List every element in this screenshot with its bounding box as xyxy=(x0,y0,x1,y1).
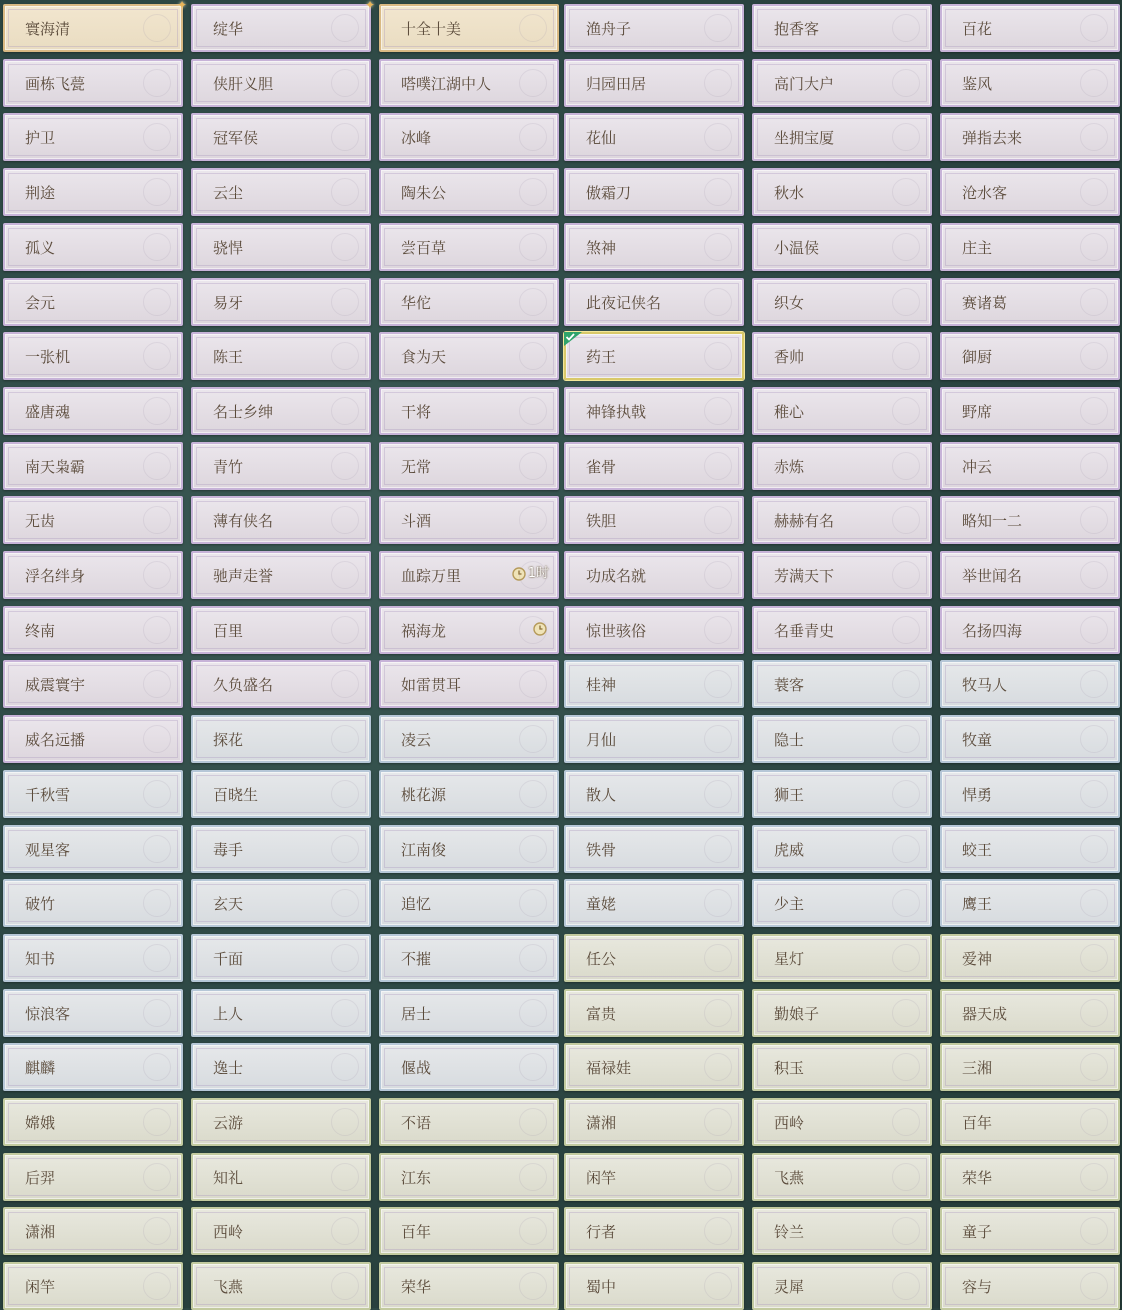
title-tile[interactable] xyxy=(379,1098,559,1146)
title-tile[interactable] xyxy=(191,387,371,435)
title-label: 闲竿 xyxy=(25,1278,56,1296)
title-label: 百年 xyxy=(962,1114,993,1132)
title-label: 容与 xyxy=(962,1278,993,1296)
title-label: 嫦娥 xyxy=(25,1114,56,1132)
title-tile[interactable] xyxy=(3,1098,183,1146)
title-tile[interactable] xyxy=(564,168,744,216)
title-label: 月仙 xyxy=(586,731,617,749)
title-tile[interactable] xyxy=(752,825,932,873)
title-label: 名扬四海 xyxy=(962,622,1023,640)
title-tile[interactable] xyxy=(3,168,183,216)
title-label: 散人 xyxy=(586,786,617,804)
title-label: 傲霜刀 xyxy=(586,184,632,202)
title-label: 威震寰宇 xyxy=(25,676,86,694)
title-label: 童姥 xyxy=(586,895,617,913)
title-label: 青竹 xyxy=(213,458,244,476)
title-tile[interactable] xyxy=(3,1207,183,1255)
title-tile[interactable] xyxy=(191,825,371,873)
title-tile[interactable] xyxy=(752,989,932,1037)
title-tile[interactable] xyxy=(564,606,744,654)
title-label: 如雷贯耳 xyxy=(401,676,462,694)
title-label: 花仙 xyxy=(586,129,617,147)
title-tile[interactable] xyxy=(3,551,183,599)
title-label: 荣华 xyxy=(962,1169,993,1187)
title-label: 久负盛名 xyxy=(213,676,274,694)
title-label: 无齿 xyxy=(25,512,56,530)
title-label: 浮名绊身 xyxy=(25,567,86,585)
title-label: 寰海清 xyxy=(25,20,71,38)
title-label: 偃战 xyxy=(401,1059,432,1077)
title-tile[interactable] xyxy=(940,387,1120,435)
title-label: 煞神 xyxy=(586,239,617,257)
title-tile[interactable] xyxy=(752,113,932,161)
title-label: 荆途 xyxy=(25,184,56,202)
title-label: 江东 xyxy=(401,1169,432,1187)
title-tile[interactable] xyxy=(564,934,744,982)
title-label: 荣华 xyxy=(401,1278,432,1296)
title-tile[interactable] xyxy=(752,278,932,326)
title-label: 逸士 xyxy=(213,1059,244,1077)
title-label: 千面 xyxy=(213,950,244,968)
title-tile[interactable] xyxy=(379,496,559,544)
title-tile[interactable] xyxy=(564,1098,744,1146)
title-label: 不摧 xyxy=(401,950,432,968)
title-tile[interactable] xyxy=(191,496,371,544)
title-label: 富贵 xyxy=(586,1005,617,1023)
title-label: 麒麟 xyxy=(25,1059,56,1077)
title-tile[interactable] xyxy=(564,113,744,161)
title-label: 会元 xyxy=(25,294,56,312)
title-label: 薄有侠名 xyxy=(213,512,274,530)
title-tile[interactable] xyxy=(940,551,1120,599)
title-label: 狮王 xyxy=(774,786,805,804)
title-label: 一张机 xyxy=(25,348,71,366)
title-tile[interactable] xyxy=(3,606,183,654)
title-label: 飞燕 xyxy=(774,1169,805,1187)
title-tile[interactable] xyxy=(379,770,559,818)
title-tile[interactable] xyxy=(191,1262,371,1310)
title-tile[interactable] xyxy=(379,879,559,927)
title-label: 潇湘 xyxy=(586,1114,617,1132)
title-label: 渔舟子 xyxy=(586,20,632,38)
title-tile[interactable] xyxy=(3,879,183,927)
title-label: 隐士 xyxy=(774,731,805,749)
title-tile[interactable] xyxy=(3,934,183,982)
title-tile[interactable] xyxy=(379,1043,559,1091)
title-label: 后羿 xyxy=(25,1169,56,1187)
title-tile[interactable] xyxy=(379,606,559,654)
timer-text: 1时 xyxy=(527,566,549,581)
title-tile[interactable] xyxy=(3,770,183,818)
title-label: 百里 xyxy=(213,622,244,640)
title-tile[interactable] xyxy=(564,770,744,818)
title-label: 福禄娃 xyxy=(586,1059,632,1077)
title-label: 香帅 xyxy=(774,348,805,366)
title-label: 侠肝义胆 xyxy=(213,75,274,93)
title-tile[interactable] xyxy=(191,113,371,161)
title-tile[interactable] xyxy=(3,113,183,161)
title-label: 云尘 xyxy=(213,184,244,202)
title-tile[interactable] xyxy=(752,660,932,708)
title-label: 西岭 xyxy=(213,1223,244,1241)
title-tile[interactable] xyxy=(379,223,559,271)
title-tile[interactable] xyxy=(564,332,744,380)
title-label: 骁悍 xyxy=(213,239,244,257)
title-tile[interactable] xyxy=(191,59,371,107)
title-tile[interactable] xyxy=(752,223,932,271)
title-tile[interactable] xyxy=(564,1043,744,1091)
title-label: 千秋雪 xyxy=(25,786,71,804)
title-label: 赫赫有名 xyxy=(774,512,835,530)
title-label: 护卫 xyxy=(25,129,56,147)
title-label: 百花 xyxy=(962,20,993,38)
title-tile[interactable] xyxy=(752,715,932,763)
title-label: 芳满天下 xyxy=(774,567,835,585)
title-tile[interactable] xyxy=(752,168,932,216)
title-tile[interactable] xyxy=(191,1098,371,1146)
title-tile[interactable] xyxy=(564,387,744,435)
title-label: 神锋执戟 xyxy=(586,403,647,421)
title-tile[interactable] xyxy=(191,551,371,599)
title-tile[interactable] xyxy=(752,59,932,107)
title-tile[interactable] xyxy=(752,387,932,435)
title-tile[interactable] xyxy=(940,1262,1120,1310)
title-tile[interactable] xyxy=(564,1153,744,1201)
title-label: 三湘 xyxy=(962,1059,993,1077)
title-tile[interactable] xyxy=(940,4,1120,52)
title-label: 高门大户 xyxy=(774,75,835,93)
title-label: 铁骨 xyxy=(586,841,617,859)
title-tile[interactable] xyxy=(564,660,744,708)
title-label: 蜀中 xyxy=(586,1278,617,1296)
title-label: 易牙 xyxy=(213,294,244,312)
title-tile[interactable] xyxy=(379,934,559,982)
title-label: 南天枭霸 xyxy=(25,458,86,476)
timer-indicator xyxy=(511,566,549,582)
title-tile[interactable] xyxy=(191,934,371,982)
title-tile[interactable] xyxy=(3,332,183,380)
check-icon xyxy=(564,332,582,346)
title-tile[interactable] xyxy=(379,59,559,107)
title-tile[interactable] xyxy=(940,168,1120,216)
title-tile[interactable] xyxy=(191,278,371,326)
title-tile[interactable] xyxy=(564,1262,744,1310)
title-label: 潇湘 xyxy=(25,1223,56,1241)
title-label: 沧水客 xyxy=(962,184,1008,202)
title-tile[interactable] xyxy=(379,1262,559,1310)
title-label: 桃花源 xyxy=(401,786,447,804)
title-tile[interactable] xyxy=(564,551,744,599)
title-tile[interactable] xyxy=(752,1098,932,1146)
title-tile[interactable] xyxy=(191,332,371,380)
title-label: 惊浪客 xyxy=(25,1005,71,1023)
title-label: 毒手 xyxy=(213,841,244,859)
title-tile[interactable] xyxy=(752,934,932,982)
title-label: 孤义 xyxy=(25,239,56,257)
title-label: 探花 xyxy=(213,731,244,749)
title-label: 惊世骇俗 xyxy=(586,622,647,640)
title-label: 名垂青史 xyxy=(774,622,835,640)
title-tile[interactable] xyxy=(379,168,559,216)
title-label: 鹰王 xyxy=(962,895,993,913)
title-label: 举世闻名 xyxy=(962,567,1023,585)
title-label: 食为天 xyxy=(401,348,447,366)
title-label: 陈王 xyxy=(213,348,244,366)
title-tile[interactable] xyxy=(3,59,183,107)
title-label: 行者 xyxy=(586,1223,617,1241)
title-tile[interactable] xyxy=(564,223,744,271)
title-tile[interactable] xyxy=(379,1153,559,1201)
title-tile[interactable] xyxy=(379,387,559,435)
title-label: 知书 xyxy=(25,950,56,968)
title-label: 冲云 xyxy=(962,458,993,476)
title-tile[interactable] xyxy=(940,770,1120,818)
sparkle-icon: ✦ xyxy=(176,0,187,12)
title-tile[interactable] xyxy=(564,4,744,52)
title-label: 弹指去来 xyxy=(962,129,1023,147)
title-label: 野席 xyxy=(962,403,993,421)
title-label: 爱神 xyxy=(962,950,993,968)
title-label: 小温侯 xyxy=(774,239,820,257)
title-label: 稚心 xyxy=(774,403,805,421)
title-tile[interactable] xyxy=(191,442,371,490)
title-label: 威名远播 xyxy=(25,731,86,749)
title-label: 任公 xyxy=(586,950,617,968)
title-label: 江南俊 xyxy=(401,841,447,859)
title-label: 归园田居 xyxy=(586,75,647,93)
title-tile[interactable] xyxy=(752,1207,932,1255)
title-tile[interactable] xyxy=(940,989,1120,1037)
title-tile[interactable] xyxy=(379,551,559,599)
title-label: 终南 xyxy=(25,622,56,640)
title-label: 织女 xyxy=(774,294,805,312)
title-label: 十全十美 xyxy=(401,20,462,38)
title-label: 祸海龙 xyxy=(401,622,447,640)
title-label: 干将 xyxy=(401,403,432,421)
title-tile[interactable] xyxy=(564,59,744,107)
title-label: 观星客 xyxy=(25,841,71,859)
title-label: 斗酒 xyxy=(401,512,432,530)
title-label: 蓑客 xyxy=(774,676,805,694)
title-tile[interactable] xyxy=(3,660,183,708)
title-tile[interactable] xyxy=(940,879,1120,927)
sparkle-icon: ✦ xyxy=(364,0,375,12)
title-label: 星灯 xyxy=(774,950,805,968)
title-label: 灵犀 xyxy=(774,1278,805,1296)
title-tile[interactable] xyxy=(379,1207,559,1255)
title-tile[interactable] xyxy=(379,660,559,708)
title-label: 不语 xyxy=(401,1114,432,1132)
title-label: 西岭 xyxy=(774,1114,805,1132)
title-label: 功成名就 xyxy=(586,567,647,585)
title-tile[interactable] xyxy=(3,1153,183,1201)
title-label: 此夜记侠名 xyxy=(586,294,662,312)
title-tile[interactable] xyxy=(3,825,183,873)
title-label: 无常 xyxy=(401,458,432,476)
title-label: 器天成 xyxy=(962,1005,1008,1023)
title-tile[interactable] xyxy=(191,1043,371,1091)
title-label: 破竹 xyxy=(25,895,56,913)
title-tile[interactable] xyxy=(379,113,559,161)
title-tile[interactable] xyxy=(752,1153,932,1201)
title-label: 华佗 xyxy=(401,294,432,312)
title-tile[interactable] xyxy=(3,1262,183,1310)
title-tile[interactable] xyxy=(752,551,932,599)
title-label: 冠军侯 xyxy=(213,129,259,147)
title-label: 铃兰 xyxy=(774,1223,805,1241)
title-tile[interactable] xyxy=(940,223,1120,271)
title-label: 御厨 xyxy=(962,348,993,366)
title-label: 绽华 xyxy=(213,20,244,38)
title-label: 坐拥宝厦 xyxy=(774,129,835,147)
title-label: 百晓生 xyxy=(213,786,259,804)
title-tile[interactable] xyxy=(379,825,559,873)
title-label: 积玉 xyxy=(774,1059,805,1077)
title-tile[interactable] xyxy=(564,715,744,763)
title-tile[interactable] xyxy=(191,989,371,1037)
title-label: 冰峰 xyxy=(401,129,432,147)
title-label: 知礼 xyxy=(213,1169,244,1187)
title-tile[interactable] xyxy=(940,715,1120,763)
title-label: 血踪万里 xyxy=(401,567,462,585)
title-tile[interactable] xyxy=(940,1043,1120,1091)
title-label: 药王 xyxy=(586,348,617,366)
title-tile[interactable] xyxy=(564,278,744,326)
title-tile[interactable] xyxy=(940,59,1120,107)
title-tile[interactable] xyxy=(191,168,371,216)
title-tile[interactable] xyxy=(564,442,744,490)
title-label: 虎威 xyxy=(774,841,805,859)
title-tile[interactable] xyxy=(940,332,1120,380)
title-label: 少主 xyxy=(774,895,805,913)
title-tile[interactable] xyxy=(940,1207,1120,1255)
title-label: 陶朱公 xyxy=(401,184,447,202)
title-label: 蛟王 xyxy=(962,841,993,859)
title-tile[interactable] xyxy=(940,825,1120,873)
title-tile[interactable] xyxy=(752,1043,932,1091)
title-tile[interactable] xyxy=(191,606,371,654)
title-label: 名士乡绅 xyxy=(213,403,274,421)
clock-icon xyxy=(511,566,527,582)
title-label: 牧童 xyxy=(962,731,993,749)
title-label: 玄天 xyxy=(213,895,244,913)
title-label: 桂神 xyxy=(586,676,617,694)
title-label: 百年 xyxy=(401,1223,432,1241)
title-tile[interactable] xyxy=(564,825,744,873)
title-tile[interactable] xyxy=(3,0,187,52)
title-label: 赤炼 xyxy=(774,458,805,476)
title-tile[interactable] xyxy=(940,606,1120,654)
title-label: 上人 xyxy=(213,1005,244,1023)
title-label: 追忆 xyxy=(401,895,432,913)
title-label: 凌云 xyxy=(401,731,432,749)
title-tile[interactable] xyxy=(191,223,371,271)
title-tile[interactable] xyxy=(379,4,559,52)
title-label: 嗒噗江湖中人 xyxy=(401,75,492,93)
title-label: 略知一二 xyxy=(962,512,1023,530)
title-label: 尝百草 xyxy=(401,239,447,257)
title-tile[interactable] xyxy=(3,989,183,1037)
title-label: 居士 xyxy=(401,1005,432,1023)
title-tile[interactable] xyxy=(3,715,183,763)
title-label: 秋水 xyxy=(774,184,805,202)
title-tile[interactable] xyxy=(940,934,1120,982)
title-label: 赛诸葛 xyxy=(962,294,1008,312)
title-tile[interactable] xyxy=(940,1098,1120,1146)
title-tile[interactable] xyxy=(191,660,371,708)
title-tile[interactable] xyxy=(3,223,183,271)
title-tile[interactable] xyxy=(752,879,932,927)
title-tile[interactable] xyxy=(752,442,932,490)
title-label: 飞燕 xyxy=(213,1278,244,1296)
clock-icon xyxy=(532,621,548,637)
title-tile[interactable] xyxy=(940,660,1120,708)
title-tile[interactable] xyxy=(752,1262,932,1310)
timer-indicator xyxy=(532,621,549,637)
title-label: 庄主 xyxy=(962,239,993,257)
title-label: 抱香客 xyxy=(774,20,820,38)
title-tile[interactable] xyxy=(940,1153,1120,1201)
title-tile[interactable] xyxy=(379,715,559,763)
title-tile[interactable] xyxy=(564,989,744,1037)
title-tile[interactable] xyxy=(379,278,559,326)
title-tile[interactable] xyxy=(379,442,559,490)
title-tile[interactable] xyxy=(752,606,932,654)
title-tile[interactable] xyxy=(564,879,744,927)
title-tile[interactable] xyxy=(564,1207,744,1255)
title-tile[interactable] xyxy=(191,0,375,52)
title-tile[interactable] xyxy=(3,496,183,544)
title-tile[interactable] xyxy=(379,332,559,380)
title-tile[interactable] xyxy=(3,387,183,435)
title-tile[interactable] xyxy=(752,770,932,818)
title-tile[interactable] xyxy=(191,879,371,927)
title-label: 铁胆 xyxy=(586,512,617,530)
title-tile[interactable] xyxy=(379,989,559,1037)
title-label: 闲竿 xyxy=(586,1169,617,1187)
title-tile[interactable] xyxy=(940,113,1120,161)
title-label: 云游 xyxy=(213,1114,244,1132)
title-tile[interactable] xyxy=(940,278,1120,326)
title-label: 鉴风 xyxy=(962,75,993,93)
title-label: 驰声走誉 xyxy=(213,567,274,585)
title-tile[interactable] xyxy=(752,496,932,544)
title-tile[interactable] xyxy=(752,4,932,52)
title-tile[interactable] xyxy=(940,442,1120,490)
title-tile[interactable] xyxy=(3,1043,183,1091)
title-tile[interactable] xyxy=(191,715,371,763)
title-tile[interactable] xyxy=(752,332,932,380)
title-tile[interactable] xyxy=(3,278,183,326)
title-tile[interactable] xyxy=(3,442,183,490)
title-tile[interactable] xyxy=(940,496,1120,544)
title-label: 悍勇 xyxy=(962,786,993,804)
title-tile[interactable] xyxy=(191,1153,371,1201)
title-tile[interactable] xyxy=(564,496,744,544)
title-label: 勤娘子 xyxy=(774,1005,820,1023)
title-label: 雀骨 xyxy=(586,458,617,476)
title-tile[interactable] xyxy=(191,770,371,818)
title-tile[interactable] xyxy=(191,1207,371,1255)
title-label: 牧马人 xyxy=(962,676,1008,694)
title-label: 童子 xyxy=(962,1223,993,1241)
title-label: 盛唐魂 xyxy=(25,403,71,421)
title-label: 画栋飞甍 xyxy=(25,75,86,93)
